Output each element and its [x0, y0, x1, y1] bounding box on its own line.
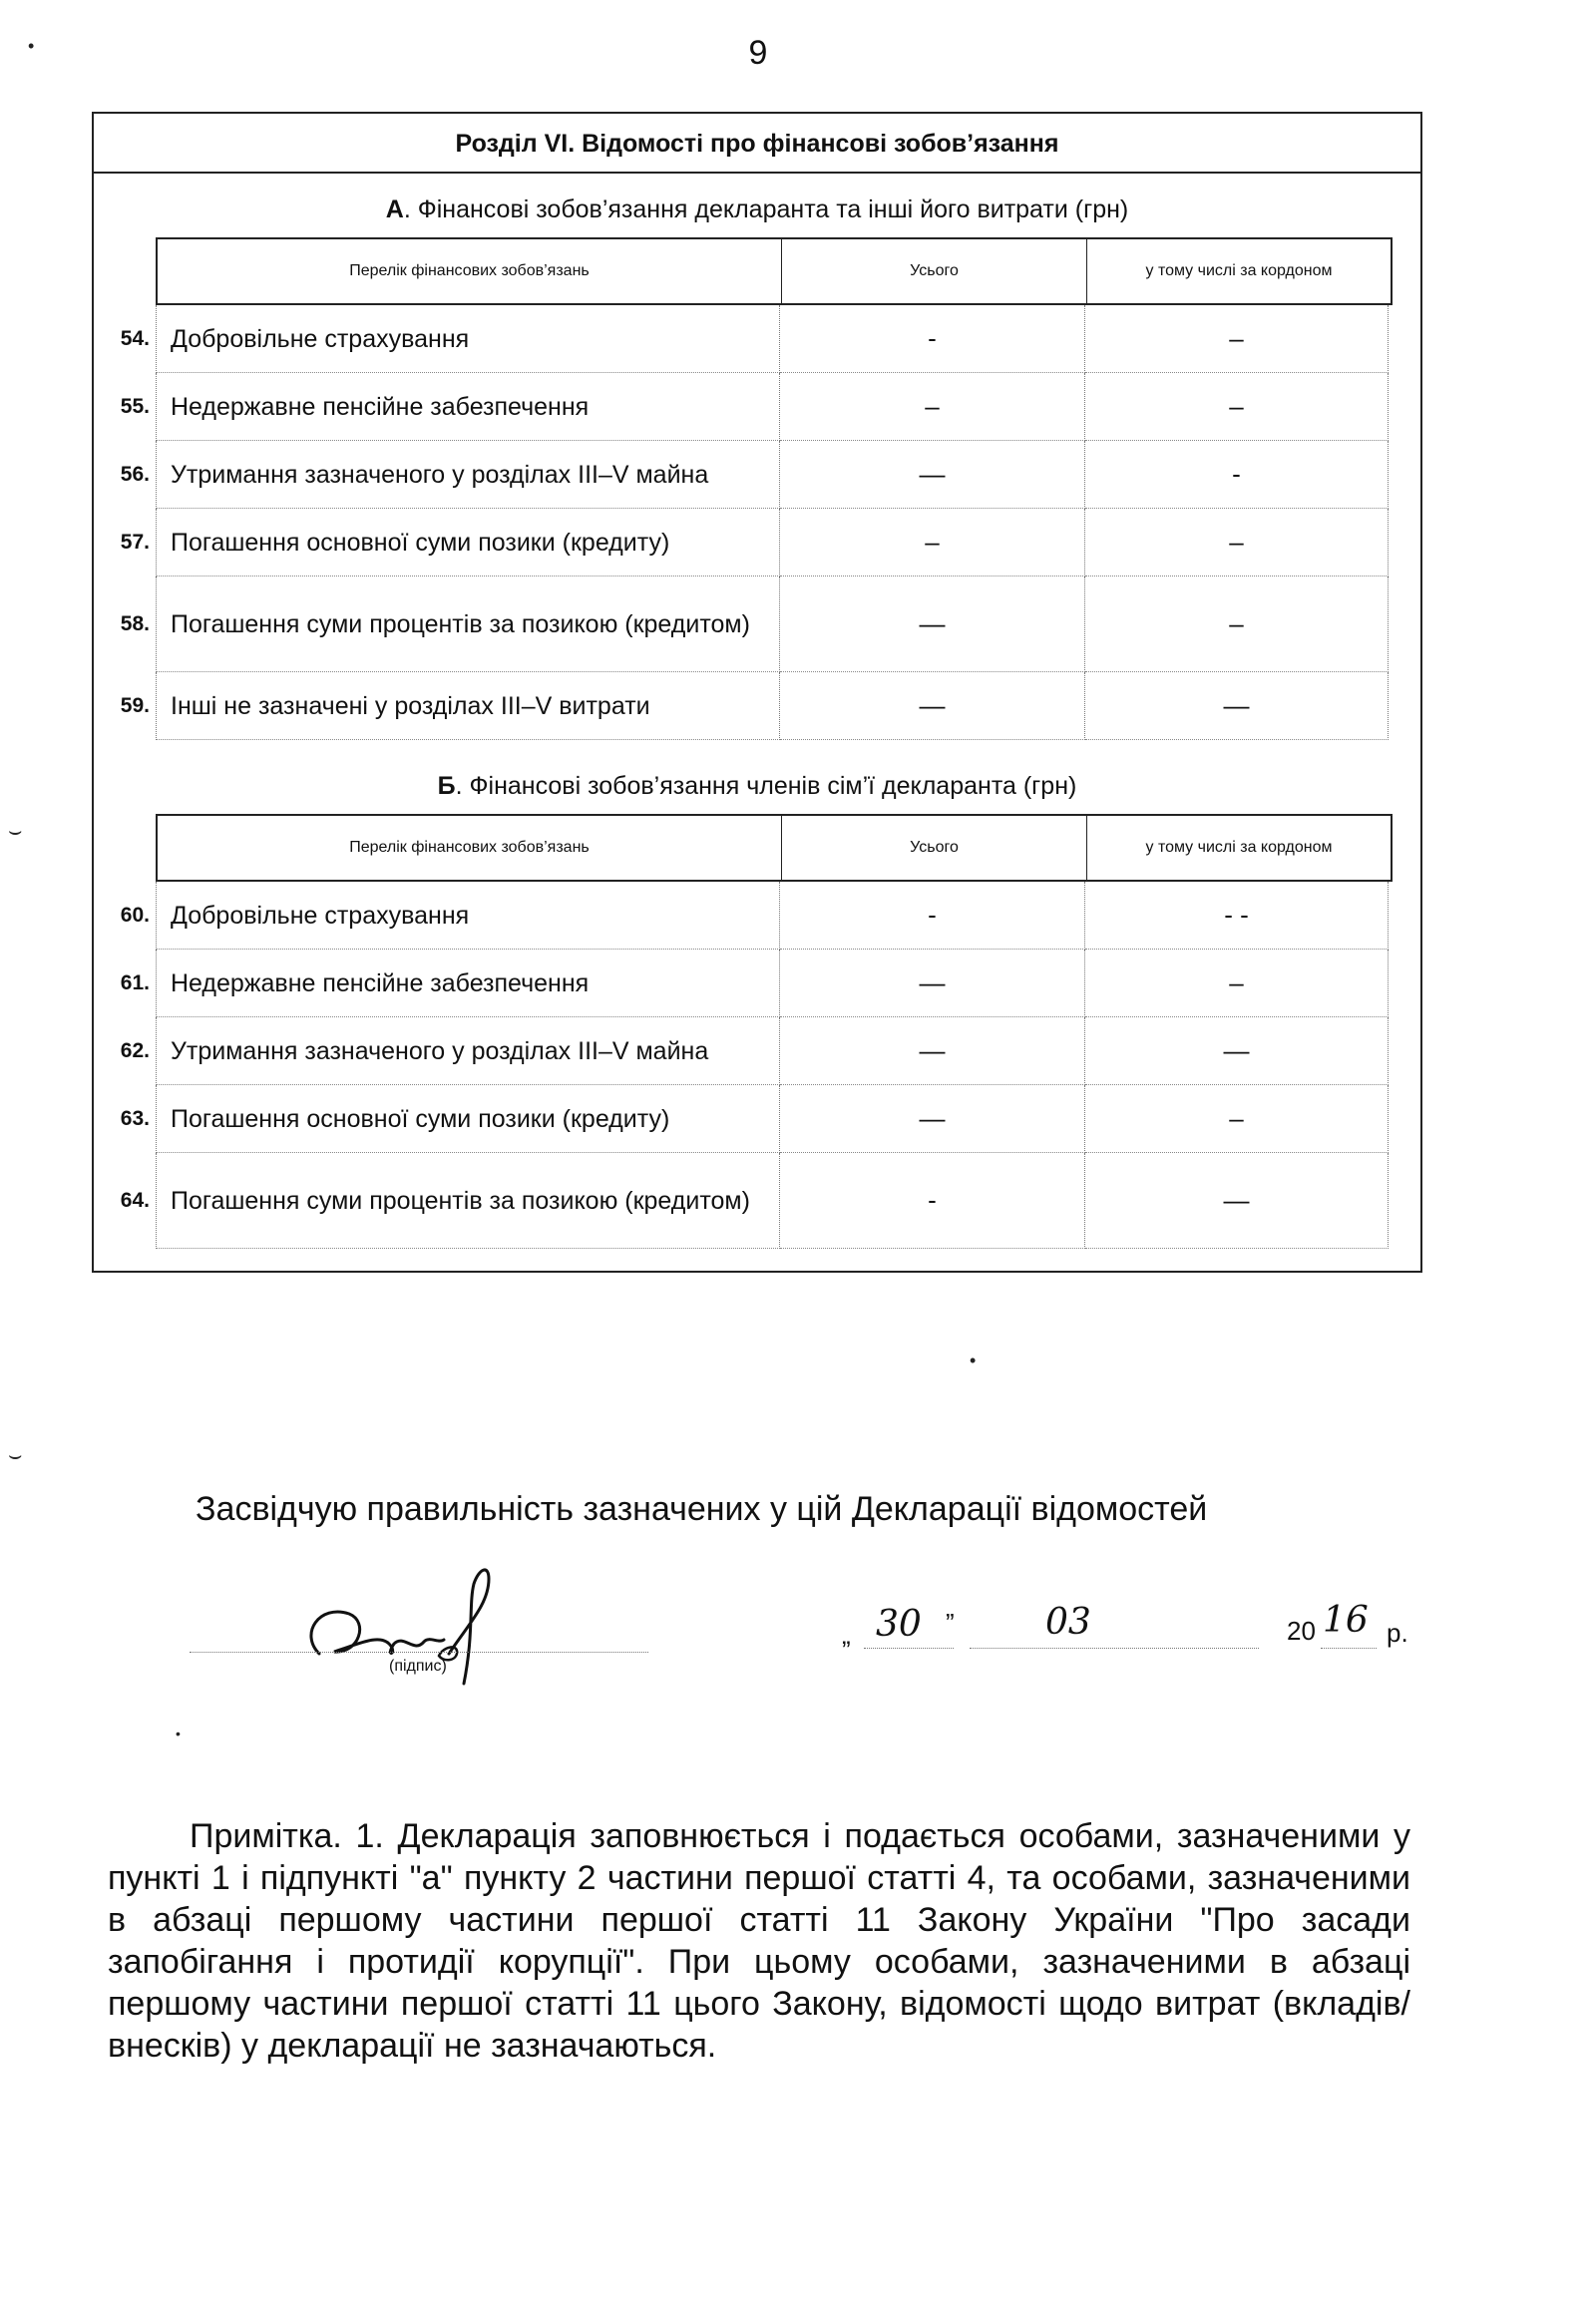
- row-total: —: [780, 1085, 1085, 1153]
- row-number: 59.: [120, 694, 150, 717]
- date-year-prefix: 20: [1287, 1616, 1316, 1646]
- row-number: 60.: [120, 904, 150, 927]
- row-label: Недержавне пенсійне забезпечення: [156, 373, 780, 441]
- scan-speck: ⌣: [8, 1442, 23, 1467]
- row-total: —: [780, 950, 1085, 1017]
- scan-speck: ⌣: [8, 818, 23, 843]
- section-title: Розділ VI. Відомості про фінансові зобов’язання: [94, 114, 1420, 174]
- table-row: [94, 1085, 1424, 1153]
- row-number: 55.: [120, 395, 150, 418]
- part-b-letter: Б: [437, 772, 456, 800]
- row-abroad: -: [1085, 441, 1389, 509]
- date-year-unit: р.: [1387, 1618, 1408, 1648]
- table-row: [94, 1153, 1424, 1249]
- row-total: –: [780, 509, 1085, 576]
- row-number: 64.: [120, 1189, 150, 1212]
- row-total: —: [780, 1017, 1085, 1085]
- part-b-title-text: . Фінансові зобов’язання членів сім’ї декларанта (грн): [455, 772, 1077, 800]
- part-b-title: [94, 772, 1420, 801]
- row-number: 56.: [120, 463, 150, 486]
- row-label: Інші не зазначені у розділах III–V витрати: [156, 672, 780, 740]
- page-number: 9: [748, 34, 768, 72]
- date-year-suffix: 16: [1323, 1600, 1369, 1641]
- row-abroad: - -: [1085, 882, 1389, 950]
- table-row: [94, 305, 1424, 373]
- row-total: -: [780, 882, 1085, 950]
- date-month-line: [970, 1648, 1259, 1649]
- scan-speck: •: [28, 36, 35, 56]
- row-label: Утримання зазначеного у розділах III–V майна: [156, 1017, 780, 1085]
- date-month: 03: [1045, 1602, 1091, 1643]
- row-label: Добровільне страхування: [156, 882, 780, 950]
- table-row: [94, 576, 1424, 672]
- scan-speck: •: [176, 1726, 181, 1741]
- signature-caption: (підпис): [389, 1658, 447, 1675]
- row-number: 54.: [120, 327, 150, 350]
- row-total: -: [780, 1153, 1085, 1249]
- table-row: [94, 672, 1424, 740]
- row-abroad: –: [1085, 1085, 1389, 1153]
- row-total: -: [780, 305, 1085, 373]
- row-number: 62.: [120, 1039, 150, 1062]
- header-abroad: у тому числі за кордоном: [1145, 262, 1333, 279]
- footnote: Примітка. 1. Декларація заповнюється і подається особами, зазначеними у пункті 1 і підпункті "а" пункту 2 частини першої статті 4, та особами, зазначеними в абзаці першому частини першої статті 11 Закону України "Про засади запобігання і протидії корупції". При цьому особами, зазначеними в абзаці першому частини першої статті 11 цього Закону, відомості щодо витрат (вкладів/внесків) у декларації не зазначаються.: [108, 1817, 1410, 2065]
- date-year-line: [1321, 1648, 1377, 1649]
- row-number: 61.: [120, 971, 150, 994]
- row-label: Погашення суми процентів за позикою (кредитом): [156, 1153, 780, 1249]
- header-total: Усього: [782, 239, 1087, 303]
- table-row: [94, 882, 1424, 950]
- part-a-title: [94, 195, 1420, 224]
- scan-speck: •: [970, 1350, 977, 1370]
- table-row: [94, 1017, 1424, 1085]
- part-a-title-text: . Фінансові зобов’язання декларанта та інші його витрати (грн): [403, 195, 1129, 223]
- row-total: –: [780, 373, 1085, 441]
- row-abroad: –: [1085, 373, 1389, 441]
- date-day-line: [864, 1648, 954, 1649]
- row-abroad: —: [1085, 1017, 1389, 1085]
- table-row: [94, 441, 1424, 509]
- date-quote-open: „: [842, 1620, 851, 1650]
- part-a-letter: А: [385, 195, 404, 223]
- date-quote-close: ”: [946, 1608, 955, 1638]
- row-label: Добровільне страхування: [156, 305, 780, 373]
- row-abroad: –: [1085, 576, 1389, 672]
- header-obligations: Перелік фінансових зобов’язань: [158, 239, 782, 303]
- row-label: Погашення основної суми позики (кредиту): [156, 1085, 780, 1153]
- row-total: —: [780, 576, 1085, 672]
- signature-line: [190, 1652, 648, 1653]
- row-number: 57.: [120, 531, 150, 554]
- row-label: Погашення суми процентів за позикою (кредитом): [156, 576, 780, 672]
- row-label: Погашення основної суми позики (кредиту): [156, 509, 780, 576]
- row-number: 58.: [120, 612, 150, 635]
- row-label: Утримання зазначеного у розділах III–V майна: [156, 441, 780, 509]
- row-abroad: –: [1085, 509, 1389, 576]
- section-vi-box: [92, 112, 1422, 1273]
- header-obligations: Перелік фінансових зобов’язань: [158, 816, 782, 880]
- row-abroad: –: [1085, 305, 1389, 373]
- row-abroad: –: [1085, 950, 1389, 1017]
- part-a-table-header: [156, 237, 1393, 305]
- row-total: —: [780, 672, 1085, 740]
- row-label: Недержавне пенсійне забезпечення: [156, 950, 780, 1017]
- signature-block: [190, 1544, 1426, 1704]
- table-row: [94, 373, 1424, 441]
- header-abroad: у тому числі за кордоном: [1145, 839, 1333, 856]
- row-number: 63.: [120, 1107, 150, 1130]
- table-row: [94, 509, 1424, 576]
- attestation-text: Засвідчую правильність зазначених у цій Декларації відомостей: [196, 1490, 1208, 1528]
- part-b-table-header: [156, 814, 1393, 882]
- header-total: Усього: [782, 816, 1087, 880]
- date-day: 30: [876, 1604, 922, 1645]
- row-abroad: —: [1085, 1153, 1389, 1249]
- table-row: [94, 950, 1424, 1017]
- row-abroad: —: [1085, 672, 1389, 740]
- row-total: —: [780, 441, 1085, 509]
